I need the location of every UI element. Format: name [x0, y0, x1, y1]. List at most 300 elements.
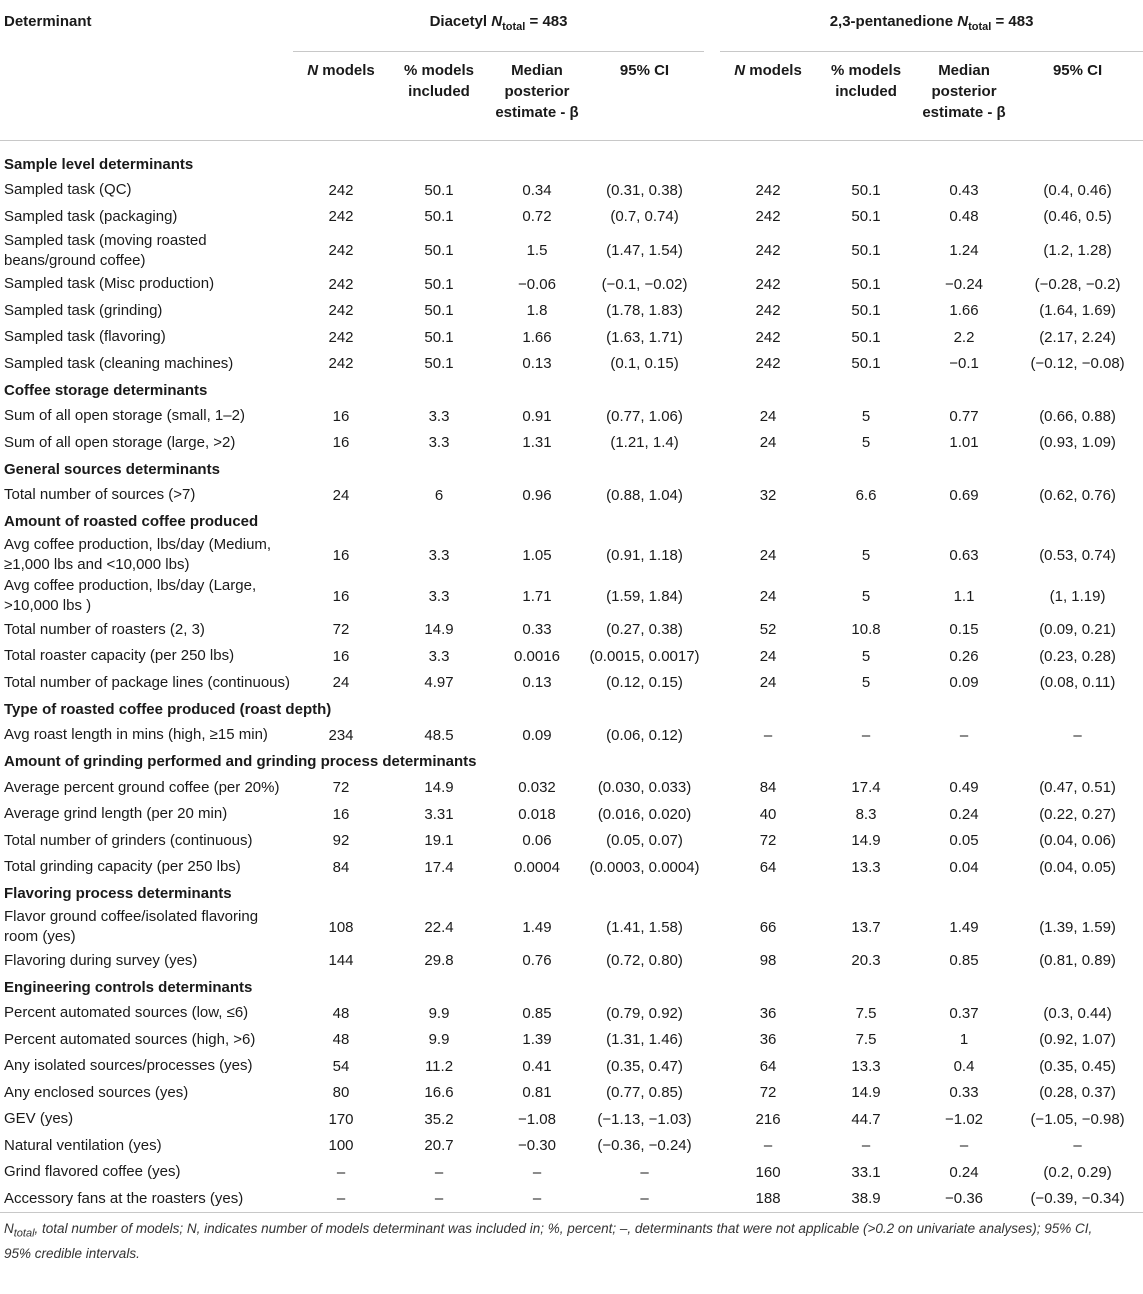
diacetyl-pct-models-cell: 14.9 — [424, 779, 454, 797]
diacetyl-n-models-cell: 100 — [328, 1137, 354, 1155]
diacetyl-n-models-cell: 242 — [328, 302, 354, 320]
header-determinant-blank — [0, 52, 293, 141]
pentanedione-pct-models-cell: 50.1 — [851, 275, 881, 293]
table-row — [0, 854, 1143, 881]
determinant-line: Avg coffee production, lbs/day (Large, — [4, 577, 257, 594]
pentanedione-ci95-cell: – — [1073, 726, 1082, 744]
table-body — [0, 141, 1143, 1213]
pentanedione-ci95-cell: (0.93, 1.09) — [1039, 434, 1116, 452]
determinant-line: Percent automated sources (low, ≤6) — [4, 1004, 249, 1022]
gap-cell — [704, 617, 720, 644]
determinant-line: Sum of all open storage (large, >2) — [4, 433, 236, 451]
diacetyl-pct-models-cell: 50.1 — [424, 242, 454, 259]
pentanedione-pct-models-cell: 6.6 — [855, 486, 877, 504]
determinant-line: Total roaster capacity (per 250 lbs) — [4, 647, 235, 665]
table-row — [0, 1133, 1143, 1160]
pentanedione-n-models-cell: 36 — [759, 1031, 777, 1049]
pentanedione-pct-models-cell: 13.3 — [851, 858, 881, 876]
section-title: Amount of grinding performed and grinding process determinants — [4, 753, 477, 770]
diacetyl-median-beta-cell: – — [532, 1163, 542, 1181]
diacetyl-n-models-cell: 84 — [332, 858, 350, 876]
pentanedione-median-beta-cell: 1.24 — [949, 242, 979, 259]
header-n-models-d — [293, 52, 389, 141]
diacetyl-n-models-cell: 16 — [332, 434, 350, 452]
section-title: Type of roasted coffee produced (roast depth) — [4, 700, 332, 718]
diacetyl-n-models-cell: 92 — [332, 832, 350, 850]
header-gap-2 — [704, 52, 720, 141]
diacetyl-median-beta-cell: 0.06 — [522, 832, 552, 850]
section-header-row — [0, 696, 1143, 722]
table-row — [0, 722, 1143, 749]
table-row — [0, 271, 1143, 298]
diacetyl-ci95-cell: (−0.1, −0.02) — [601, 275, 688, 293]
diacetyl-ci95-cell: (1.31, 1.46) — [606, 1031, 683, 1049]
table-row — [0, 801, 1143, 828]
group1-sub: total — [502, 21, 526, 33]
diacetyl-median-beta-cell: 0.032 — [518, 779, 556, 797]
diacetyl-pct-models-cell: – — [434, 1163, 444, 1181]
gap-cell — [704, 298, 720, 325]
determinant-line: Sampled task (packaging) — [4, 207, 178, 225]
diacetyl-median-beta-cell: 1.71 — [522, 587, 552, 605]
diacetyl-n-models-cell: 16 — [332, 587, 350, 605]
diacetyl-pct-models-cell: 3.3 — [428, 546, 450, 564]
pentanedione-median-beta-cell: 0.69 — [949, 486, 979, 504]
table-row — [0, 907, 1143, 948]
header-median-p-line1: Median — [938, 62, 990, 79]
pentanedione-pct-models-cell: 8.3 — [855, 805, 877, 823]
determinant-line: Any enclosed sources (yes) — [4, 1083, 189, 1101]
determinant-line: Total number of roasters (2, 3) — [4, 620, 205, 638]
header-median-p — [916, 52, 1012, 141]
determinant-cell — [0, 1133, 293, 1160]
diacetyl-median-beta-cell: 0.96 — [522, 486, 552, 504]
table-row — [0, 948, 1143, 975]
diacetyl-median-beta-cell: 0.85 — [522, 1004, 552, 1022]
diacetyl-median-beta-cell: 0.0016 — [514, 647, 560, 665]
gap-cell — [704, 643, 720, 670]
pentanedione-median-beta-cell: −0.24 — [945, 275, 984, 293]
pentanedione-n-models-cell: 242 — [755, 208, 781, 226]
header-median-p-line2: posterior — [931, 83, 997, 100]
diacetyl-n-models-cell: 242 — [328, 275, 354, 293]
diacetyl-median-beta-cell: – — [489, 1186, 585, 1213]
determinant-line: Total grinding capacity (per 250 lbs) — [4, 858, 241, 876]
diacetyl-ci95-cell: (0.05, 0.07) — [606, 832, 683, 850]
determinant-line: Flavor ground coffee/isolated flavoring — [4, 908, 259, 925]
diacetyl-ci95-cell: (1.41, 1.58) — [606, 918, 683, 936]
pentanedione-ci95-cell: (0.28, 0.37) — [1039, 1084, 1116, 1102]
pentanedione-median-beta-cell: 0.33 — [949, 1084, 979, 1102]
pentanedione-ci95-cell: (0.47, 0.51) — [1039, 779, 1116, 797]
pentanedione-pct-models-cell: 33.1 — [851, 1163, 881, 1181]
pentanedione-median-beta-cell: – — [959, 1137, 969, 1155]
header-median-d-line2: posterior — [504, 83, 570, 100]
diacetyl-ci95-cell: – — [640, 1163, 649, 1181]
determinant-line: beans/ground coffee) — [4, 251, 146, 269]
diacetyl-pct-models-cell: 35.2 — [424, 1110, 454, 1128]
table-row — [0, 643, 1143, 670]
pentanedione-pct-models-cell: 14.9 — [851, 832, 881, 850]
determinant-cell — [0, 324, 293, 351]
table-row — [0, 403, 1143, 430]
pentanedione-n-models-cell: 36 — [759, 1004, 777, 1022]
pentanedione-n-models-cell: 72 — [759, 832, 777, 850]
determinant-line: Sampled task (flavoring) — [4, 328, 166, 346]
pentanedione-n-models-cell: 64 — [759, 1057, 777, 1075]
section-header-row — [0, 749, 1143, 775]
diacetyl-pct-models-cell: 3.3 — [428, 647, 450, 665]
diacetyl-n-models-cell: 16 — [332, 805, 350, 823]
pentanedione-ci95-cell: (0.2, 0.29) — [1043, 1163, 1112, 1181]
pentanedione-ci95-cell: (1.39, 1.59) — [1039, 918, 1116, 936]
pentanedione-ci95-cell: (0.23, 0.28) — [1039, 647, 1116, 665]
pentanedione-ci95-cell: (1, 1.19) — [1049, 587, 1106, 605]
pentanedione-n-models-cell: 242 — [755, 181, 781, 199]
table-footnote — [0, 1213, 1143, 1263]
pentanedione-n-models-cell: 32 — [759, 486, 777, 504]
header-row-groups — [0, 0, 1143, 52]
diacetyl-pct-models-cell: 11.2 — [424, 1057, 454, 1075]
determinant-cell — [0, 204, 293, 231]
section-header-row — [0, 881, 1143, 907]
diacetyl-n-models-cell: 24 — [332, 674, 350, 692]
pentanedione-ci95-cell: (0.62, 0.76) — [1039, 486, 1116, 504]
table-row — [0, 617, 1143, 644]
pentanedione-pct-models-cell: 50.1 — [851, 242, 881, 259]
gap-cell — [704, 1027, 720, 1054]
diacetyl-ci95-cell: (0.31, 0.38) — [606, 181, 683, 199]
pentanedione-median-beta-cell: 0.63 — [949, 546, 979, 564]
diacetyl-ci95-cell: (0.0015, 0.0017) — [589, 647, 700, 665]
section-title: General sources determinants — [4, 460, 220, 478]
gap-cell — [704, 1133, 720, 1160]
diacetyl-pct-models-cell: – — [389, 1186, 489, 1213]
pentanedione-n-models-cell: – — [763, 726, 773, 744]
diacetyl-n-models-cell: 108 — [328, 918, 354, 936]
gap-cell — [704, 204, 720, 231]
header-determinant: Determinant — [4, 13, 92, 30]
diacetyl-ci95-cell: (−0.36, −0.24) — [597, 1137, 692, 1155]
pentanedione-median-beta-cell: 1 — [959, 1031, 969, 1049]
diacetyl-ci95-cell: (1.21, 1.4) — [610, 434, 679, 452]
diacetyl-pct-models-cell: 14.9 — [424, 621, 454, 639]
determinant-line: Avg roast length in mins (high, ≥15 min) — [4, 726, 268, 744]
table-row — [0, 1159, 1143, 1186]
pentanedione-n-models-cell: 160 — [755, 1163, 781, 1181]
diacetyl-pct-models-cell: 50.1 — [424, 208, 454, 226]
pentanedione-median-beta-cell: 0.09 — [949, 674, 979, 692]
header-pct-p-line1: % models — [831, 62, 902, 79]
pentanedione-pct-models-cell: 7.5 — [855, 1031, 877, 1049]
diacetyl-n-models-cell: 24 — [332, 486, 350, 504]
pentanedione-pct-models-cell: 5 — [861, 674, 871, 692]
pentanedione-n-models-cell: 24 — [759, 434, 777, 452]
diacetyl-n-models-cell: 242 — [328, 355, 354, 373]
group1-prefix: Diacetyl — [429, 13, 492, 30]
pentanedione-n-models-cell: 40 — [759, 805, 777, 823]
determinant-cell — [0, 1053, 293, 1080]
pentanedione-n-models-cell: 64 — [759, 858, 777, 876]
diacetyl-n-models-cell: 72 — [332, 779, 350, 797]
gap-cell — [704, 430, 720, 457]
pentanedione-median-beta-cell: 0.48 — [949, 208, 979, 226]
gap-cell — [704, 948, 720, 975]
gap-cell — [704, 1186, 720, 1213]
pentanedione-pct-models-cell: 5 — [861, 587, 871, 605]
determinant-line: Total number of grinders (continuous) — [4, 831, 253, 849]
table-row — [0, 204, 1143, 231]
header-pct-p-line2: included — [835, 83, 897, 100]
pentanedione-pct-models-cell: 44.7 — [851, 1110, 881, 1128]
diacetyl-n-models-cell: – — [293, 1186, 389, 1213]
pentanedione-pct-models-cell: 17.4 — [851, 779, 881, 797]
gap-cell — [704, 271, 720, 298]
diacetyl-ci95-cell: (−1.13, −1.03) — [597, 1110, 692, 1128]
determinant-line: Sampled task (Misc production) — [4, 275, 215, 293]
gap-cell — [704, 403, 720, 430]
pentanedione-pct-models-cell: 20.3 — [851, 952, 881, 970]
pentanedione-median-beta-cell: 1.66 — [949, 302, 979, 320]
pentanedione-median-beta-cell: 0.49 — [949, 779, 979, 797]
gap-cell — [704, 1159, 720, 1186]
diacetyl-pct-models-cell: 3.3 — [428, 434, 450, 452]
gap-cell — [704, 482, 720, 509]
diacetyl-pct-models-cell: 48.5 — [424, 726, 454, 744]
diacetyl-median-beta-cell: 0.13 — [522, 674, 552, 692]
diacetyl-ci95-cell: (1.78, 1.83) — [606, 302, 683, 320]
table-row — [0, 670, 1143, 697]
footnote-n: N — [4, 1221, 14, 1236]
diacetyl-ci95-cell: (1.63, 1.71) — [606, 328, 683, 346]
determinant-cell — [0, 1106, 293, 1133]
table-row — [0, 324, 1143, 351]
diacetyl-pct-models-cell: 50.1 — [424, 275, 454, 293]
diacetyl-n-models-cell: 242 — [328, 328, 354, 346]
diacetyl-ci95-cell: (0.88, 1.04) — [606, 486, 683, 504]
section-title: Sample level determinants — [4, 155, 194, 173]
determinant-cell — [0, 1080, 293, 1107]
group2-n: N — [957, 13, 969, 30]
diacetyl-median-beta-cell: 1.66 — [522, 328, 552, 346]
pentanedione-median-beta-cell: 0.85 — [949, 952, 979, 970]
diacetyl-n-models-cell: 242 — [328, 208, 354, 226]
gap-cell — [704, 1080, 720, 1107]
diacetyl-n-models-cell: 72 — [332, 621, 350, 639]
diacetyl-n-models-cell: 48 — [332, 1004, 350, 1022]
determinant-cell — [0, 801, 293, 828]
determinant-cell — [0, 948, 293, 975]
pentanedione-pct-models-cell: 50.1 — [851, 208, 881, 226]
determinant-cell — [0, 854, 293, 881]
section-title: Coffee storage determinants — [4, 381, 208, 399]
pentanedione-median-beta-cell: 0.37 — [949, 1004, 979, 1022]
diacetyl-ci95-cell: (1.59, 1.84) — [606, 587, 683, 605]
pentanedione-median-beta-cell: 1.1 — [953, 587, 975, 605]
section-title: Engineering controls determinants — [4, 978, 253, 996]
pentanedione-n-models-cell: 24 — [759, 407, 777, 425]
determinant-line: Any isolated sources/processes (yes) — [4, 1057, 253, 1075]
pentanedione-pct-models-cell: 38.9 — [816, 1186, 916, 1213]
diacetyl-pct-models-cell: 6 — [434, 486, 444, 504]
header-n-label-p: models — [745, 62, 802, 79]
diacetyl-median-beta-cell: 0.13 — [522, 355, 552, 373]
pentanedione-pct-models-cell: 5 — [861, 647, 871, 665]
determinant-cell — [0, 482, 293, 509]
table-row — [0, 1027, 1143, 1054]
table-row — [0, 1053, 1143, 1080]
determinant-cell — [0, 617, 293, 644]
diacetyl-median-beta-cell: 0.34 — [522, 181, 552, 199]
pentanedione-median-beta-cell: 0.05 — [949, 832, 979, 850]
pentanedione-pct-models-cell: 5 — [861, 434, 871, 452]
determinant-cell — [0, 403, 293, 430]
determinant-cell — [0, 775, 293, 802]
diacetyl-pct-models-cell: 50.1 — [424, 181, 454, 199]
diacetyl-median-beta-cell: 0.09 — [522, 726, 552, 744]
header-pct-d-line2: included — [408, 83, 470, 100]
determinant-cell — [0, 177, 293, 204]
pentanedione-ci95-cell: (0.92, 1.07) — [1039, 1031, 1116, 1049]
section-header-row — [0, 456, 1143, 482]
pentanedione-n-models-cell: 216 — [755, 1110, 781, 1128]
diacetyl-ci95-cell: (0.12, 0.15) — [606, 674, 683, 692]
gap-cell — [704, 1106, 720, 1133]
header-n-letter-p: N — [734, 62, 746, 79]
diacetyl-ci95-cell: – — [585, 1186, 704, 1213]
section-title: Amount of roasted coffee produced — [4, 513, 259, 530]
diacetyl-n-models-cell: 80 — [332, 1084, 350, 1102]
section-header-row — [0, 509, 1143, 535]
pentanedione-n-models-cell: 84 — [759, 779, 777, 797]
table-row — [0, 1186, 1143, 1213]
pentanedione-median-beta-cell: 0.24 — [949, 805, 979, 823]
determinant-line: Total number of package lines (continuous) — [4, 673, 290, 691]
pentanedione-ci95-cell: (0.35, 0.45) — [1039, 1057, 1116, 1075]
header-pct-p — [816, 52, 916, 141]
determinant-line: Natural ventilation (yes) — [4, 1136, 162, 1154]
header-ci-d: 95% CI — [585, 52, 704, 141]
pentanedione-pct-models-cell: 13.3 — [851, 1057, 881, 1075]
header-n-letter-d: N — [307, 62, 319, 79]
section-header-row — [0, 151, 1143, 177]
determinant-cell — [0, 576, 293, 617]
pentanedione-ci95-cell: – — [1073, 1137, 1082, 1155]
diacetyl-median-beta-cell: 0.72 — [522, 208, 552, 226]
determinant-cell — [0, 298, 293, 325]
determinant-cell — [0, 351, 293, 378]
diacetyl-ci95-cell: (0.1, 0.15) — [610, 355, 679, 373]
determinant-cell — [0, 907, 293, 948]
header-ci-p: 95% CI — [1012, 52, 1143, 141]
pentanedione-pct-models-cell: – — [861, 726, 871, 744]
determinant-cell — [0, 430, 293, 457]
header-n-label-d: models — [318, 62, 375, 79]
gap-cell — [704, 1000, 720, 1027]
diacetyl-median-beta-cell: 0.018 — [518, 805, 556, 823]
gap-cell — [704, 576, 720, 617]
pentanedione-n-models-cell: 24 — [759, 546, 777, 564]
diacetyl-ci95-cell: (0.7, 0.74) — [610, 208, 679, 226]
pentanedione-ci95-cell: (−0.39, −0.34) — [1012, 1186, 1143, 1213]
table-row — [0, 482, 1143, 509]
pentanedione-ci95-cell: (1.64, 1.69) — [1039, 302, 1116, 320]
pentanedione-pct-models-cell: 5 — [861, 407, 871, 425]
determinant-cell — [0, 722, 293, 749]
pentanedione-ci95-cell: (0.09, 0.21) — [1039, 621, 1116, 639]
diacetyl-ci95-cell: (1.47, 1.54) — [606, 242, 683, 259]
diacetyl-ci95-cell: (0.77, 1.06) — [606, 407, 683, 425]
diacetyl-median-beta-cell: 0.0004 — [514, 858, 560, 876]
diacetyl-pct-models-cell: 9.9 — [428, 1004, 450, 1022]
determinant-line: Grind flavored coffee (yes) — [4, 1163, 181, 1181]
pentanedione-pct-models-cell: 50.1 — [851, 355, 881, 373]
table-row — [0, 230, 1143, 271]
pentanedione-median-beta-cell: 0.04 — [949, 858, 979, 876]
pentanedione-ci95-cell: (−0.28, −0.2) — [1034, 275, 1121, 293]
determinant-line: Flavoring during survey (yes) — [4, 951, 198, 969]
header-pct-d-line1: % models — [403, 62, 475, 79]
diacetyl-pct-models-cell: 50.1 — [424, 328, 454, 346]
pentanedione-median-beta-cell: 2.2 — [953, 328, 975, 346]
determinant-cell — [0, 1027, 293, 1054]
pentanedione-pct-models-cell: – — [861, 1137, 871, 1155]
header-median-d — [489, 52, 585, 141]
diacetyl-ci95-cell: (0.06, 0.12) — [606, 726, 683, 744]
diacetyl-median-beta-cell: −0.06 — [518, 275, 556, 293]
pentanedione-median-beta-cell: −0.1 — [949, 355, 979, 373]
diacetyl-pct-models-cell: 20.7 — [424, 1137, 454, 1155]
determinant-line: Sampled task (QC) — [4, 181, 132, 199]
pentanedione-n-models-cell: 24 — [759, 587, 777, 605]
determinant-cell — [0, 828, 293, 855]
pentanedione-n-models-cell: 66 — [759, 918, 777, 936]
header-pct-d — [389, 52, 489, 141]
group1-n: N — [491, 13, 503, 30]
determinant-line: room (yes) — [4, 928, 76, 945]
diacetyl-median-beta-cell: 0.33 — [522, 621, 552, 639]
diacetyl-pct-models-cell: 19.1 — [424, 832, 454, 850]
diacetyl-median-beta-cell: 1.8 — [526, 302, 548, 320]
pentanedione-n-models-cell: – — [763, 1137, 773, 1155]
pentanedione-ci95-cell: (2.17, 2.24) — [1039, 328, 1116, 346]
table-row — [0, 351, 1143, 378]
pentanedione-median-beta-cell: 0.4 — [953, 1057, 975, 1075]
pentanedione-n-models-cell: 72 — [759, 1084, 777, 1102]
pentanedione-ci95-cell: (0.46, 0.5) — [1043, 208, 1112, 226]
diacetyl-n-models-cell: 48 — [332, 1031, 350, 1049]
pentanedione-n-models-cell: 242 — [755, 355, 781, 373]
diacetyl-ci95-cell: (0.0003, 0.0004) — [589, 858, 700, 876]
pentanedione-n-models-cell: 52 — [759, 621, 777, 639]
diacetyl-pct-models-cell: 3.31 — [424, 805, 454, 823]
pentanedione-median-beta-cell: 0.24 — [949, 1163, 979, 1181]
diacetyl-pct-models-cell: 50.1 — [424, 302, 454, 320]
pentanedione-n-models-cell: 242 — [755, 275, 781, 293]
pentanedione-pct-models-cell: 50.1 — [851, 328, 881, 346]
diacetyl-pct-models-cell: 9.9 — [428, 1031, 450, 1049]
pentanedione-n-models-cell: 24 — [759, 674, 777, 692]
diacetyl-n-models-cell: 144 — [328, 952, 354, 970]
diacetyl-ci95-cell: (0.030, 0.033) — [597, 779, 692, 797]
header-median-d-line3: estimate - β — [495, 104, 579, 121]
gap-cell — [704, 828, 720, 855]
diacetyl-pct-models-cell: 17.4 — [424, 858, 454, 876]
gap-cell — [704, 230, 720, 271]
diacetyl-pct-models-cell: 50.1 — [424, 355, 454, 373]
pentanedione-median-beta-cell: 0.26 — [949, 647, 979, 665]
diacetyl-median-beta-cell: −1.08 — [518, 1110, 556, 1128]
